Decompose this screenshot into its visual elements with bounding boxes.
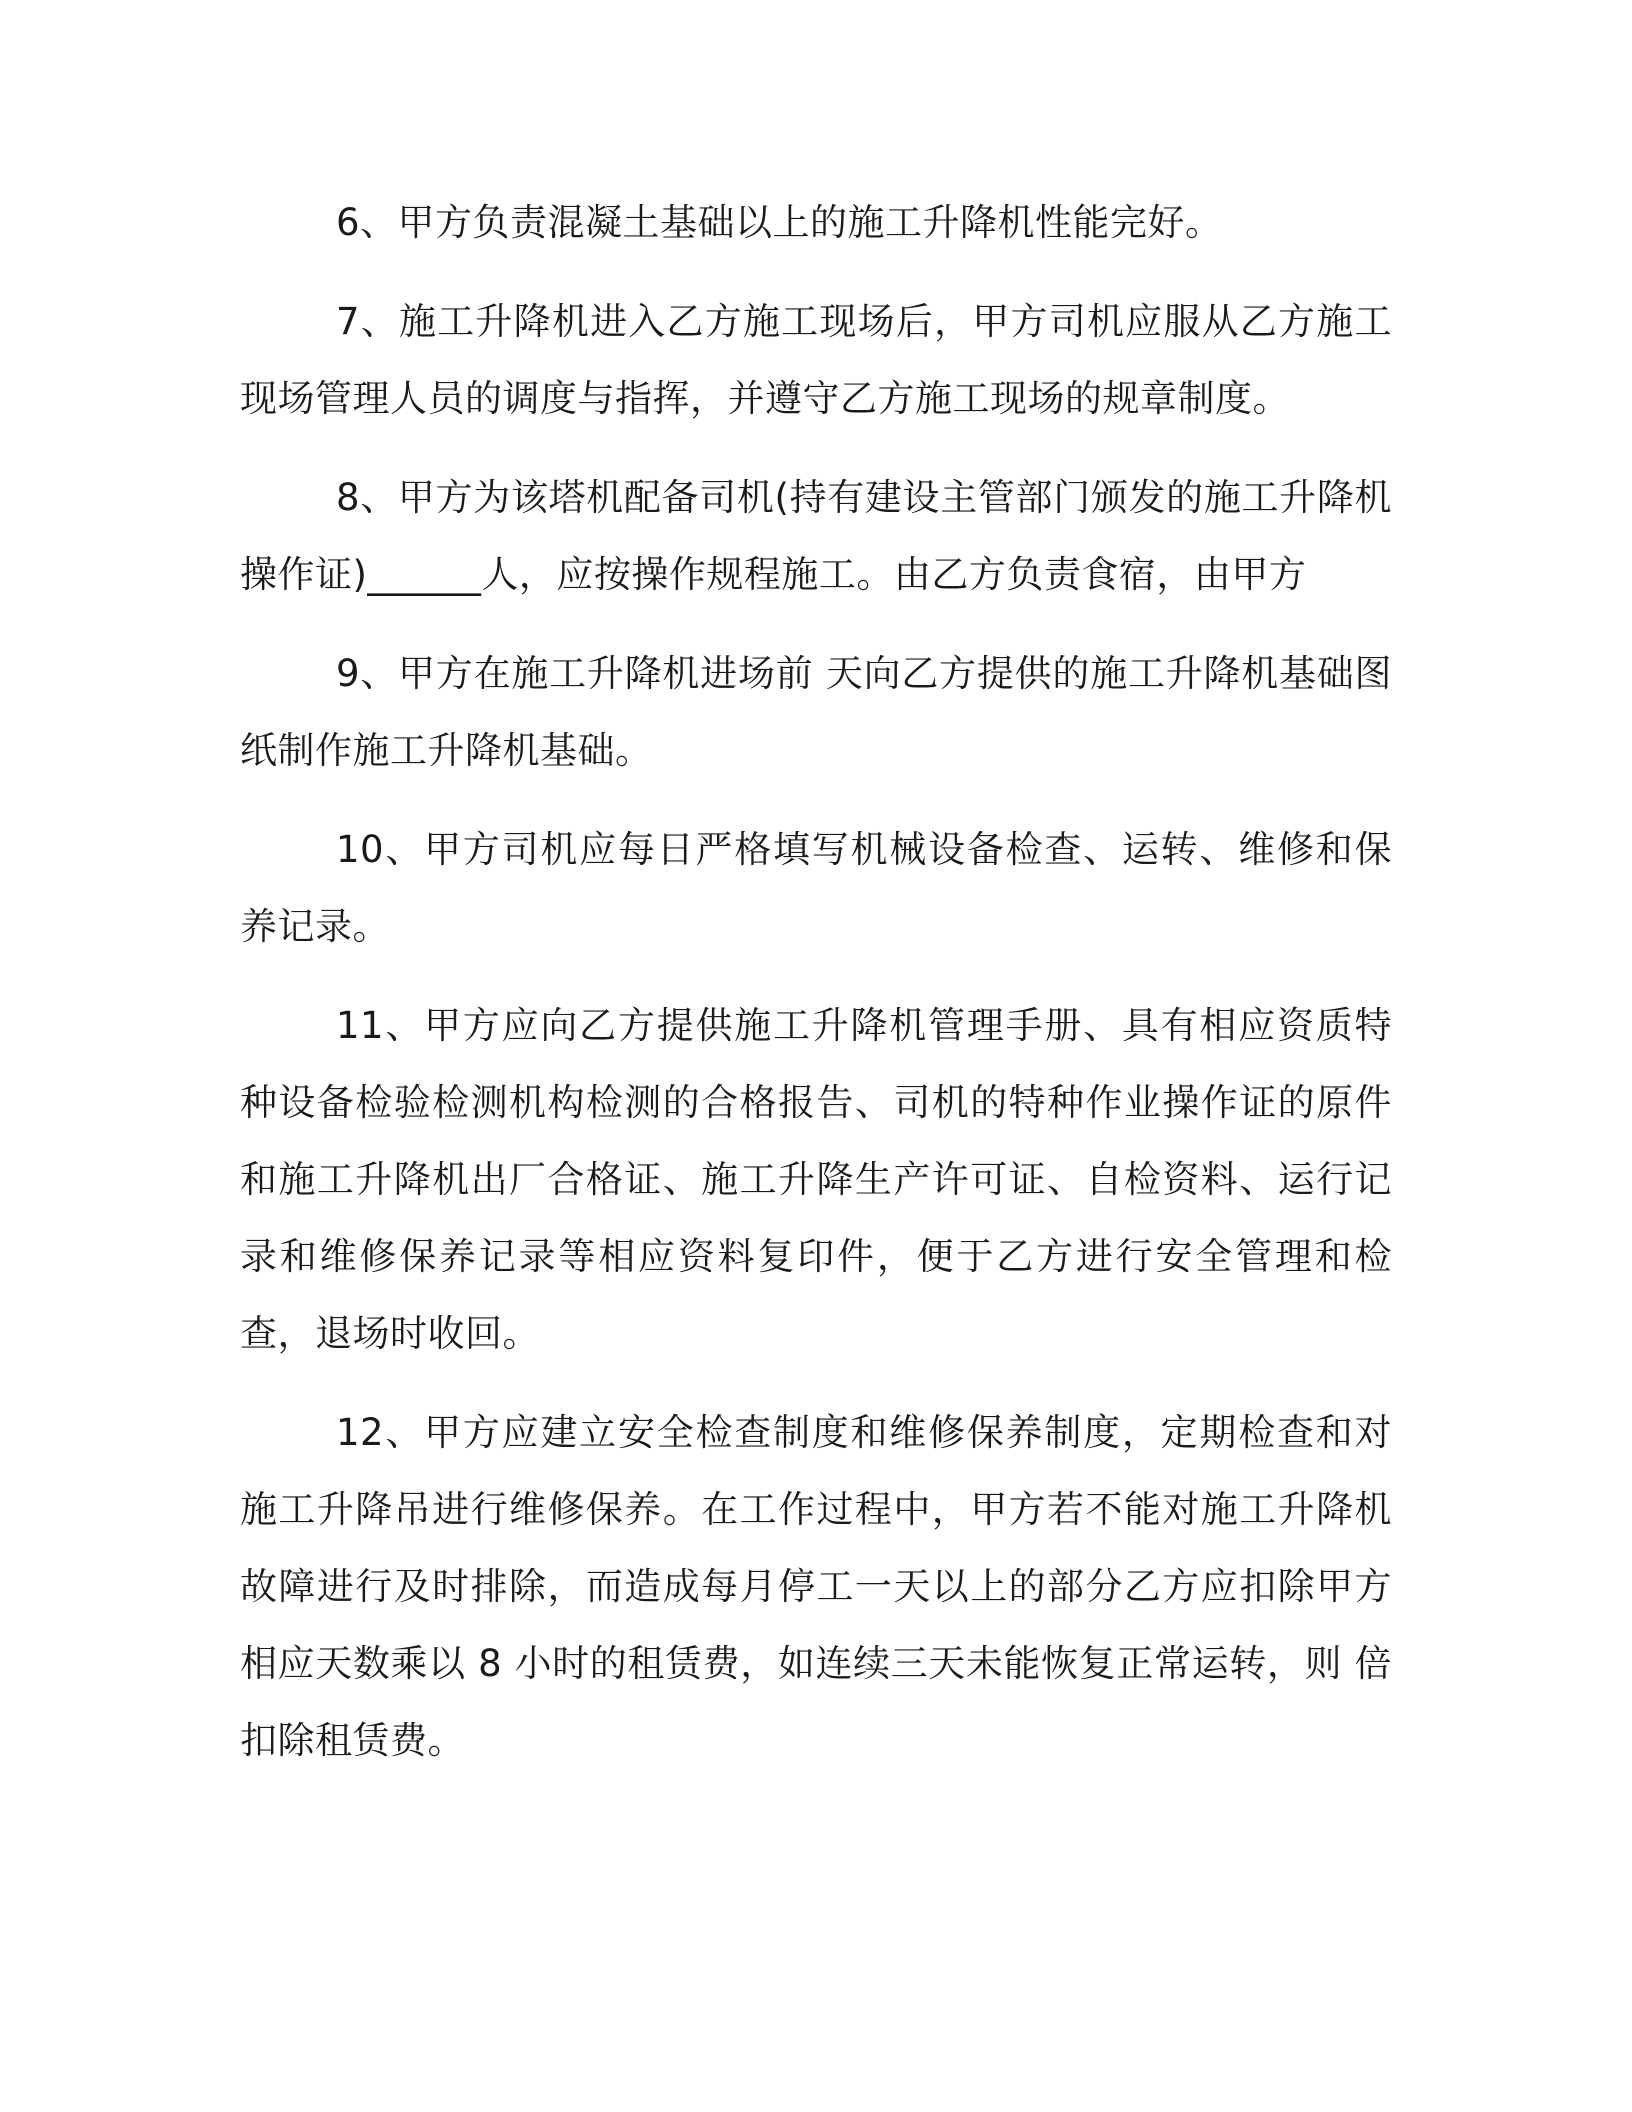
clause-6: 6、甲方负责混凝土基础以上的施工升降机性能完好。 xyxy=(336,201,1223,244)
clause-11: 11、甲方应向乙方提供施工升降机管理手册、具有相应资质特种设备检验检测机构检测的合格报告、司机的特种作业操作证的原件和施工升降机出厂合格证、施工升降生产许可证、自检资料、运行记录和维修保养记录等相应资料复印件，便于乙方进行安全管理和检查，退场时收回。 xyxy=(240,1004,1392,1355)
document-body xyxy=(240,184,1392,1801)
clause-10: 10、甲方司机应每日严格填写机械设备检查、运转、维修和保养记录。 xyxy=(240,828,1392,948)
clause-9: 9、甲方在施工升降机进场前 天向乙方提供的施工升降机基础图纸制作施工升降机基础。 xyxy=(240,652,1392,772)
clause-8: 8、甲方为该塔机配备司机(持有建设主管部门颁发的施工升降机操作证)______人，应按操作规程施工。由乙方负责食宿，由甲方 xyxy=(240,476,1392,596)
clause-7: 7、施工升降机进入乙方施工现场后，甲方司机应服从乙方施工现场管理人员的调度与指挥，并遵守乙方施工现场的规章制度。 xyxy=(240,300,1392,420)
clause-12: 12、甲方应建立安全检查制度和维修保养制度，定期检查和对施工升降吊进行维修保养。在工作过程中，甲方若不能对施工升降机故障进行及时排除，而造成每月停工一天以上的部分乙方应扣除甲方相应天数乘以 8 小时的租赁费，如连续三天未能恢复正常运转，则 倍扣除租赁费。 xyxy=(240,1411,1392,1762)
